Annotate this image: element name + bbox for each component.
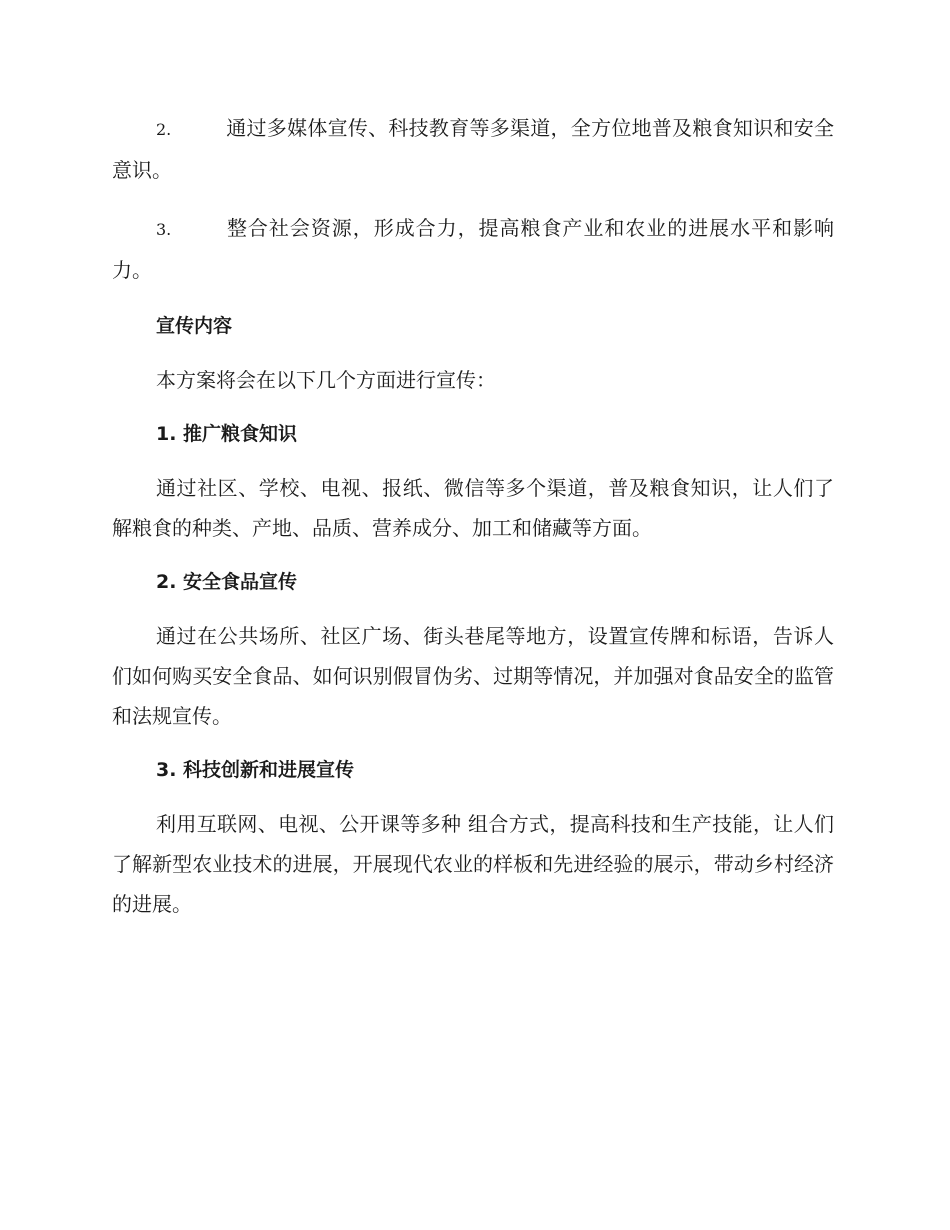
item-text: 通过多媒体宣传、科技教育等多渠道，全方位地普及粮食知识和安全意识。 (112, 116, 834, 182)
subsection-heading-tech-innovation: 3. 科技创新和进展宣传 (156, 759, 355, 781)
subsection-body-grain-knowledge: 通过社区、学校、电视、报纸、微信等多个渠道，普及粮食知识，让人们了解粮食的种类、产地、品质、营养成分、加工和储藏等方面。 (112, 476, 834, 540)
subsection-heading-food-safety: 2. 安全食品宣传 (156, 571, 298, 593)
intro-paragraph: 本方案将会在以下几个方面进行宣传： (156, 368, 496, 392)
subsection-heading-grain-knowledge: 1. 推广粮食知识 (156, 423, 298, 445)
document-body (112, 108, 834, 940)
subsection-body-tech-innovation: 利用互联网、电视、公开课等多种 组合方式，提高科技和生产技能，让人们了解新型农业技术的进展，开展现代农业的样板和先进经验的展示，带动乡村经济的进展。 (112, 812, 834, 916)
item-number: 2. (156, 120, 172, 139)
numbered-item-2 (112, 108, 834, 190)
item-text: 整合社会资源，形成合力，提高粮食产业和农业的进展水平和影响力。 (112, 216, 834, 282)
numbered-item-3 (112, 208, 834, 290)
subsection-body-food-safety: 通过在公共场所、社区广场、街头巷尾等地方，设置宣传牌和标语，告诉人们如何购买安全食品、如何识别假冒伪劣、过期等情况，并加强对食品安全的监管和法规宣传。 (112, 624, 834, 728)
section-heading: 宣传内容 (156, 315, 233, 337)
item-number: 3. (156, 220, 172, 239)
